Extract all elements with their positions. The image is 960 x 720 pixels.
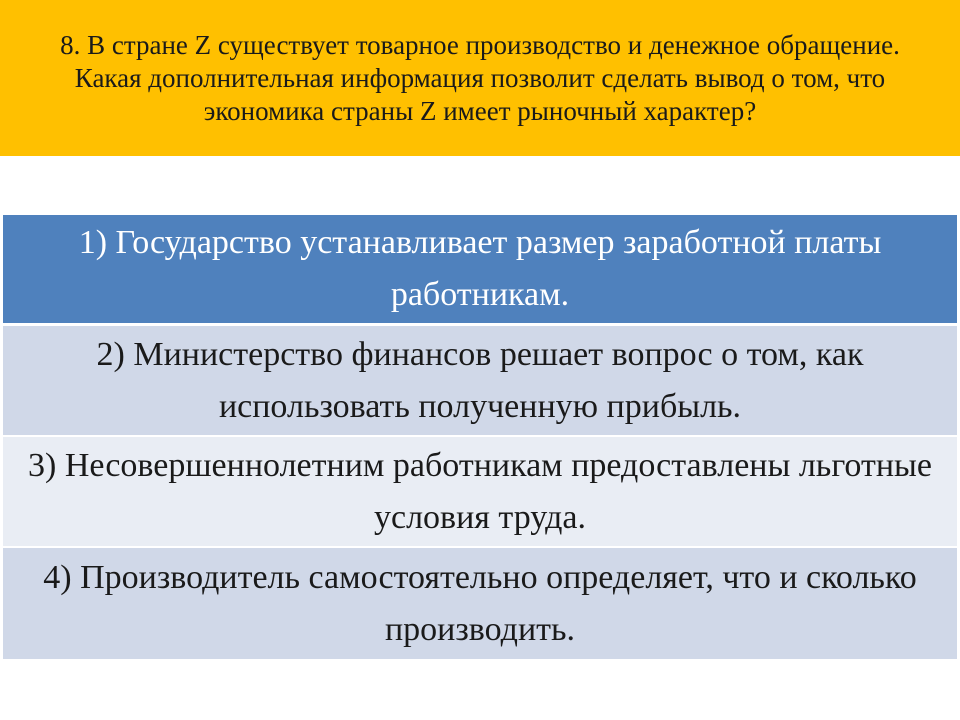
answer-option-3-text: 3) Несовершеннолетним работникам предоставлены льготные условия труда.: [28, 446, 932, 536]
answers-table: [3, 215, 957, 659]
answer-option-2-text: 2) Министерство финансов решает вопрос о том, как использовать полученную прибыль.: [96, 335, 864, 425]
answer-option-4-text: 4) Производитель самостоятельно определяет, что и сколько производить.: [43, 558, 917, 648]
question-text: 8. В стране Z существует товарное производство и денежное обращение. Какая дополнительная информация позволит сделать вывод о том, что экономика страны Z имеет рыночный характер?: [60, 29, 900, 126]
answer-option-1-text: 1) Государство устанавливает размер заработной платы работникам.: [78, 224, 882, 313]
answer-option-2[interactable]: [3, 326, 957, 437]
answer-option-1[interactable]: [3, 215, 957, 326]
answer-option-3[interactable]: [3, 437, 957, 548]
answer-option-4[interactable]: [3, 548, 957, 659]
question-box: [0, 0, 960, 156]
